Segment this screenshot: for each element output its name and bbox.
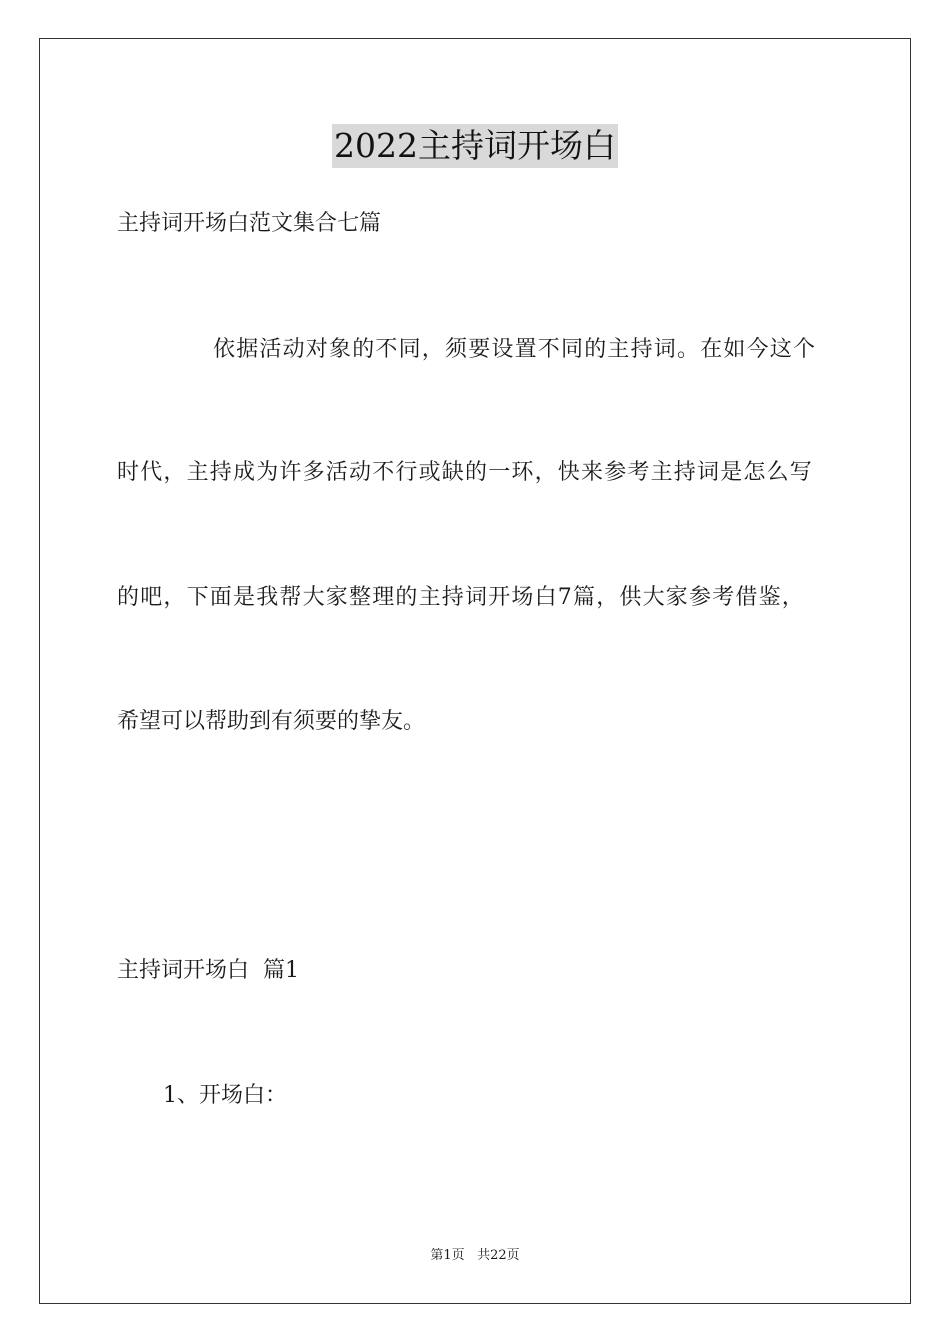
- page-number: 第1页: [430, 1248, 465, 1263]
- page-total: 共22页: [477, 1248, 520, 1263]
- list-item-opening: 1、开场白：: [163, 1083, 287, 1108]
- title-container: [0, 124, 950, 168]
- page-footer: [0, 1247, 950, 1265]
- intro-paragraph-line-1: 依据活动对象的不同，须要设置不同的主持词。在如今这个: [213, 337, 817, 362]
- section-heading: [117, 956, 299, 986]
- document-title: 2022主持词开场白: [332, 124, 618, 168]
- section-heading-text: 主持词开场白 篇1: [117, 958, 299, 983]
- intro-paragraph-line-4: 希望可以帮助到有须要的挚友。: [117, 709, 426, 734]
- intro-paragraph-line-3: 的吧，下面是我帮大家整理的主持词开场白7篇，供大家参考借鉴，: [117, 585, 805, 610]
- document-subtitle: 主持词开场白范文集合七篇: [117, 211, 382, 236]
- intro-paragraph-line-2: 时代，主持成为许多活动不行或缺的一环，快来参考主持词是怎么写: [117, 460, 814, 485]
